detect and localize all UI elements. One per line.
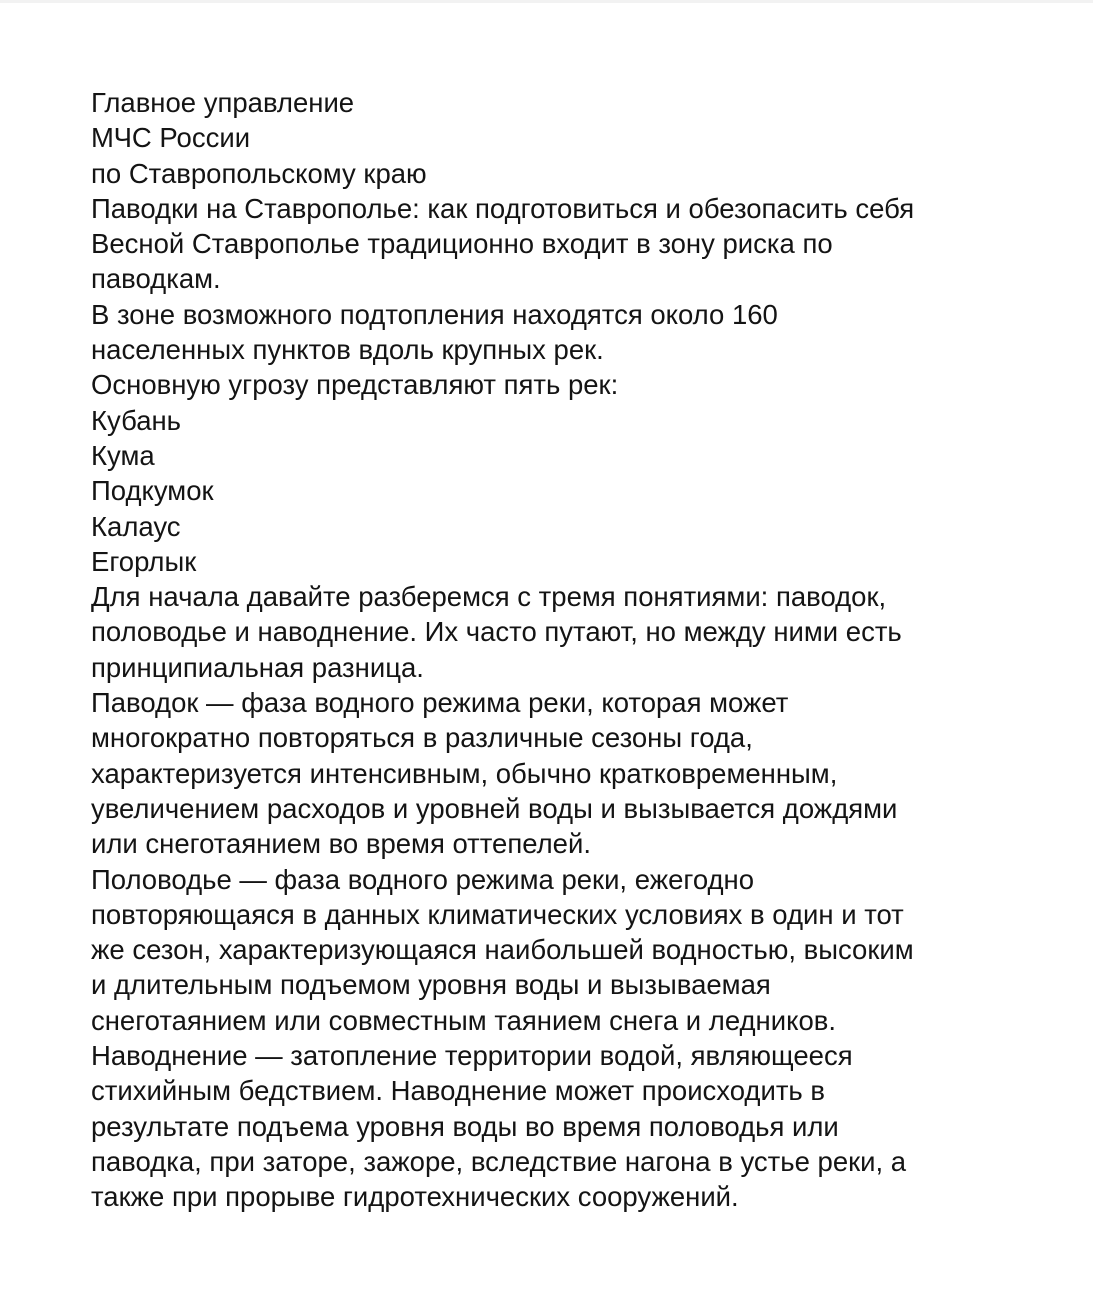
paragraph-line: принципиальная разница. — [91, 651, 424, 683]
document-body — [91, 85, 1051, 1215]
paragraph-line: Весной Ставрополье традиционно входит в зону риска по — [91, 228, 833, 260]
header-line: по Ставропольскому краю — [91, 157, 427, 189]
river-item: Кума — [91, 439, 155, 471]
rivers-intro: Основную угрозу представляют пять рек: — [91, 369, 619, 401]
definition-line: и длительным подъемом уровня воды и вызываемая — [91, 969, 771, 1001]
river-item: Подкумок — [91, 475, 214, 507]
definition-line: характеризуется интенсивным, обычно кратковременным, — [91, 757, 838, 789]
definition-line: паводка, при заторе, зажоре, вследствие нагона в устье реки, а — [91, 1145, 907, 1177]
river-item: Калаус — [91, 510, 181, 542]
header-line: МЧС России — [91, 122, 251, 154]
definition-line: повторяющаяся в данных климатических условиях в один и тот — [91, 898, 904, 930]
paragraph-line: Для начала давайте разберемся с тремя понятиями: паводок, — [91, 581, 887, 613]
top-divider — [0, 0, 1093, 3]
paragraph-line: половодье и наводнение. Их часто путают, но между ними есть — [91, 616, 902, 648]
document-title: Паводки на Ставрополье: как подготовиться и обезопасить себя — [91, 192, 915, 224]
definition-line: увеличением расходов и уровней воды и вызывается дождями — [91, 792, 898, 824]
definition-line: Наводнение — затопление территории водой, являющееся — [91, 1040, 853, 1072]
paragraph-line: паводкам. — [91, 263, 221, 295]
definition-line: же сезон, характеризующаяся наибольшей водностью, высоким — [91, 934, 914, 966]
river-item: Кубань — [91, 404, 182, 436]
river-item: Егорлык — [91, 545, 197, 577]
definition-line: многократно повторяться в различные сезоны года, — [91, 722, 753, 754]
definition-line: также при прорыве гидротехнических сооружений. — [91, 1181, 739, 1213]
definition-line: Половодье — фаза водного режима реки, ежегодно — [91, 863, 755, 895]
definition-line: или снеготаянием во время оттепелей. — [91, 828, 591, 860]
paragraph-line: населенных пунктов вдоль крупных рек. — [91, 334, 604, 366]
definition-line: Паводок — фаза водного режима реки, которая может — [91, 687, 789, 719]
paragraph-line: В зоне возможного подтопления находятся около 160 — [91, 298, 778, 330]
definition-line: стихийным бедствием. Наводнение может происходить в — [91, 1075, 826, 1107]
definition-line: результате подъема уровня воды во время половодья или — [91, 1110, 839, 1142]
definition-line: снеготаянием или совместным таянием снега и ледников. — [91, 1004, 836, 1036]
header-line: Главное управление — [91, 87, 355, 118]
